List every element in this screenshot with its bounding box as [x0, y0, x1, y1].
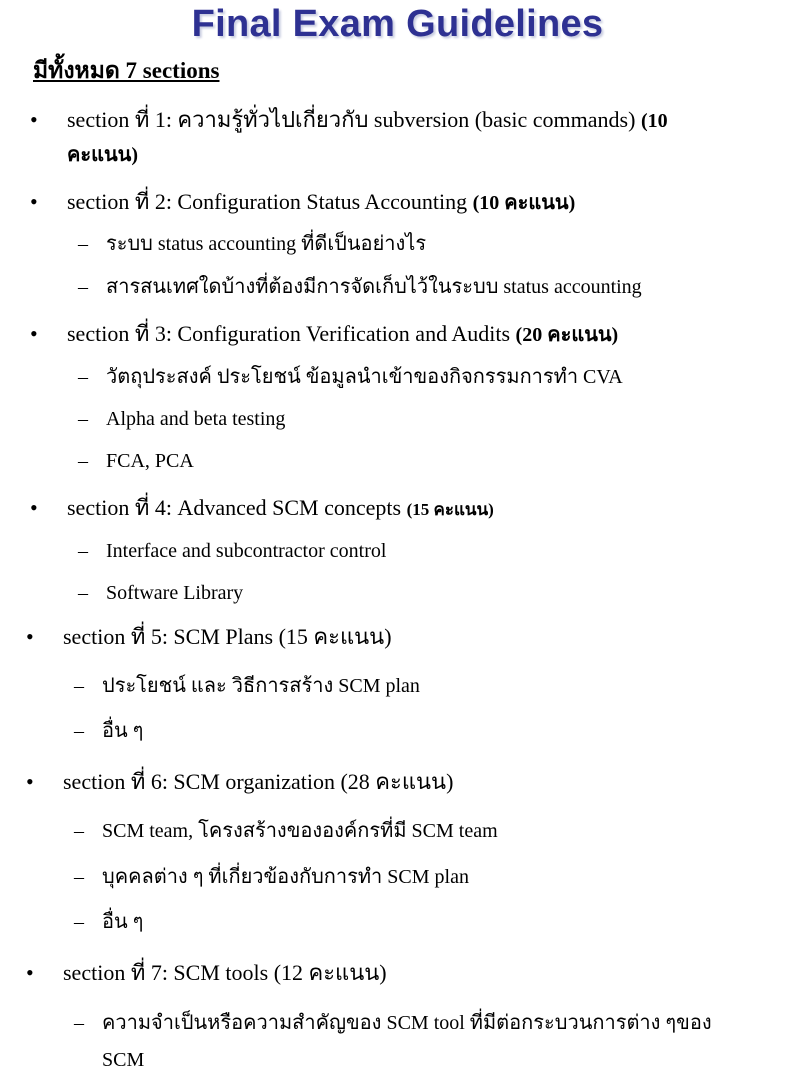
bullet-icon: • — [26, 624, 34, 649]
section-7-points: (12 คะแนน) — [273, 960, 387, 985]
dash-icon: – — [74, 911, 84, 933]
section-3-title: section ที่ 3: Configuration Verification and Audits — [67, 321, 516, 346]
dash-icon: – — [78, 540, 88, 562]
dash-icon: – — [78, 450, 88, 472]
bullet-icon: • — [30, 189, 38, 214]
section-2-title: section ที่ 2: Configuration Status Accounting — [67, 189, 473, 214]
dash-icon: – — [78, 233, 88, 255]
section-1-points: (10 — [640, 110, 668, 132]
bullet-icon: • — [30, 495, 38, 520]
section-6-title: section ที่ 6: SCM organization — [63, 769, 341, 794]
section-7-title: section ที่ 7: SCM tools — [63, 960, 274, 985]
section-3-points: (20 คะแนน) — [515, 324, 619, 346]
dash-icon: – — [78, 276, 88, 298]
bullet-icon: • — [30, 107, 38, 132]
bullet-icon: • — [26, 960, 34, 985]
dash-icon: – — [74, 866, 84, 888]
section-4-points: (15 คะแนน) — [406, 500, 494, 519]
section-5-points: (15 คะแนน) — [278, 624, 392, 649]
section-6-points: (28 คะแนน) — [340, 769, 454, 794]
bullet-icon: • — [26, 769, 34, 794]
dash-icon: – — [74, 1012, 84, 1034]
dash-icon: – — [74, 675, 84, 697]
sections-count-heading: มีทั้งหมด 7 sections — [33, 58, 220, 83]
bullet-icon: • — [30, 321, 38, 346]
section-1-title: section ที่ 1: ความรู้ทั่วไปเกี่ยวกับ subversion (basic commands) — [67, 107, 641, 132]
section-1-points-continued: คะแนน) — [67, 144, 139, 166]
dash-icon: – — [78, 408, 88, 430]
section-5-title: section ที่ 5: SCM Plans — [63, 624, 279, 649]
dash-icon: – — [74, 720, 84, 742]
page-title: Final Exam Guidelines — [191, 3, 604, 45]
section-7-subitem-continued: SCM — [102, 1049, 145, 1071]
dash-icon: – — [78, 366, 88, 388]
section-2-points: (10 คะแนน) — [472, 192, 576, 214]
section-4-title: section ที่ 4: Advanced SCM concepts — [67, 495, 407, 520]
dash-icon: – — [78, 582, 88, 604]
dash-icon: – — [74, 820, 84, 842]
